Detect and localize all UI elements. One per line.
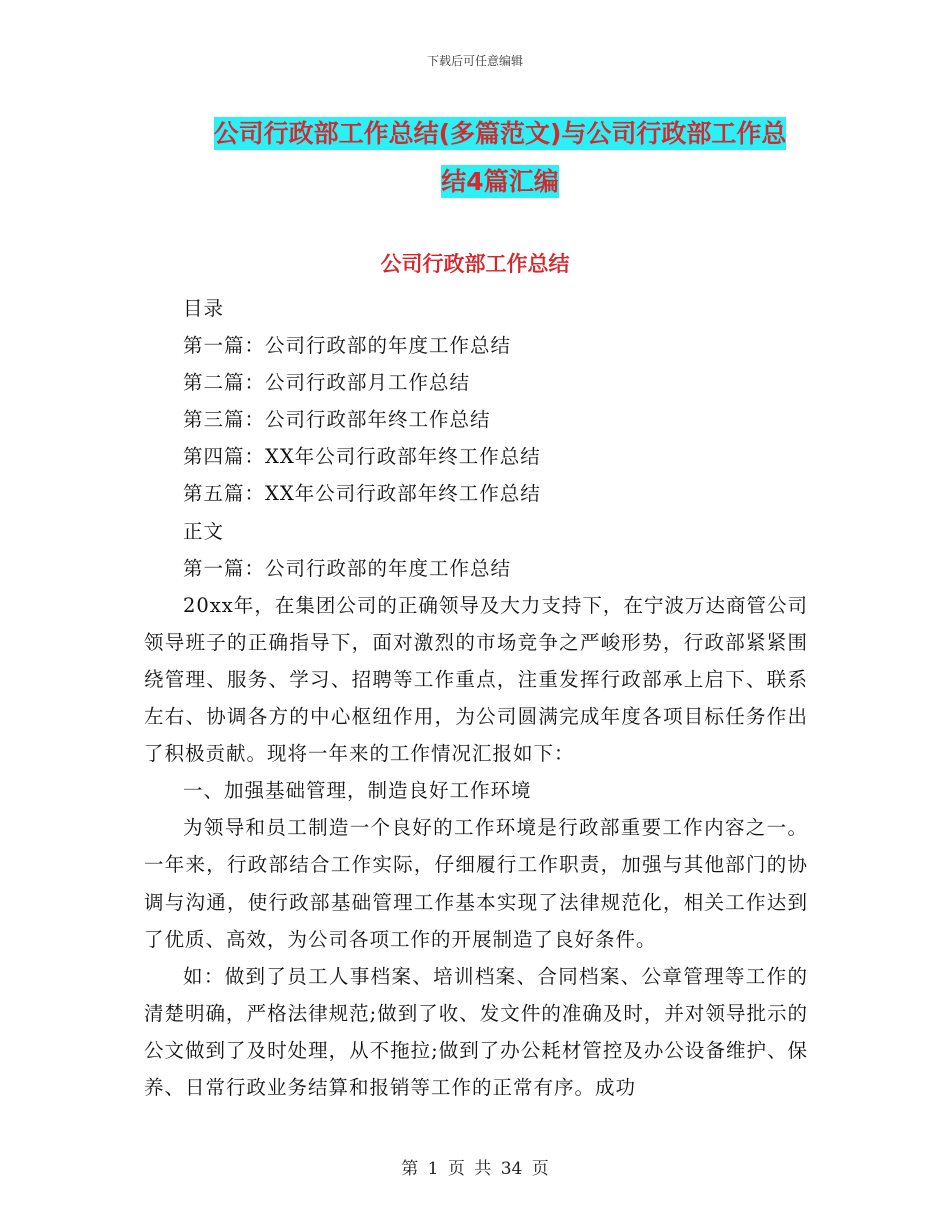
toc-heading: 目录 — [183, 297, 225, 320]
subheading: 一、加强基础管理，制造良好工作环境 — [183, 779, 532, 803]
toc-item: 第一篇：公司行政部的年度工作总结 — [183, 334, 512, 358]
page-number: 第 1 页 共 34 页 — [401, 1159, 549, 1179]
page-header-note: 下载后可任意编辑 — [426, 54, 523, 68]
toc-item: 第四篇：XX年公司行政部年终工作总结 — [183, 445, 541, 469]
body-heading: 正文 — [183, 519, 225, 543]
paragraph: 为领导和员工制造一个良好的工作环境是行政部重要工作内容之一。一年来，行政部结合工作实际，仔细履行工作职责，加强与其他部门的协调与沟通，使行政部基础管理工作基本实现了法律规范化，相关工作达到了优质、高效，为公司各项工作的开展制造了良好条件。 — [144, 816, 808, 951]
toc-item: 第三篇：公司行政部年终工作总结 — [183, 408, 491, 432]
paragraph: 如：做到了员工人事档案、培训档案、合同档案、公章管理等工作的清楚明确，严格法律规范;做到了收、发文件的准确及时，并对领导批示的公文做到了及时处理，从不拖拉;做到了办公耗材管控及办公设备维护、保养、日常行政业务结算和报销等工作的正常有序。成功 — [144, 964, 808, 1099]
section-title: 公司行政部工作总结 — [380, 252, 570, 276]
title-line-2: 结4篇汇编 — [441, 167, 559, 196]
toc-item: 第五篇：XX年公司行政部年终工作总结 — [183, 482, 541, 506]
chapter-title: 第一篇：公司行政部的年度工作总结 — [183, 556, 512, 580]
document-title — [150, 110, 850, 206]
toc-item: 第二篇：公司行政部月工作总结 — [183, 371, 471, 395]
paragraph: 20xx年，在集团公司的正确领导及大力支持下，在宁波万达商管公司领导班子的正确指导下，面对激烈的市场竞争之严峻形势，行政部紧紧围绕管理、服务、学习、招聘等工作重点，注重发挥行政部承上启下、联系左右、协调各方的中心枢纽作用，为公司圆满完成年度各项目标任务作出了积极贡献。现将一年来的工作情况汇报如下： — [144, 593, 808, 766]
document-body — [144, 290, 808, 1106]
title-line-1: 公司行政部工作总结(多篇范文)与公司行政部工作总 — [213, 119, 787, 148]
